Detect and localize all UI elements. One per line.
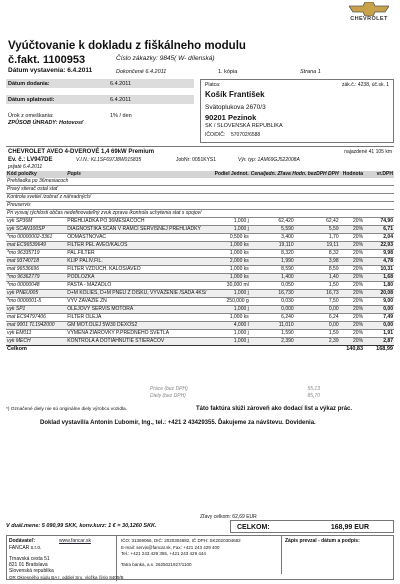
item-price: 1,990 <box>250 258 295 266</box>
invoice-number: č.fakt. 1100953 <box>8 54 86 66</box>
item-desc: DIAGNOSTIKA SCAN V RÁMCI SERVISNEJ PREHLIADKY <box>66 226 212 234</box>
item-code: *mo 00000002-3361 <box>6 234 66 242</box>
item-desc: FILTER PEL AVEO/KALOS <box>66 242 212 250</box>
item-net: 8,32 <box>295 250 340 258</box>
totals-net: 140,83 <box>295 346 364 354</box>
supplier-ids <box>119 536 279 574</box>
table-row <box>6 306 394 314</box>
item-desc: OLEJOVÝ SERVIS MOTORA <box>66 306 212 314</box>
item-code: *mo 00000048 <box>6 282 66 290</box>
table-row <box>6 242 394 250</box>
item-qty: 1,000 ks <box>213 250 250 258</box>
item-vat: 20% <box>340 282 364 290</box>
item-price: 1,590 <box>250 330 295 338</box>
customer-zak: zák.č.: 4238, úč.sk. 1 <box>342 82 389 88</box>
item-vat: 20% <box>340 330 364 338</box>
item-desc: VÝMENA ŽIAROVKY P.PREDNÉHO SVETLA <box>66 330 212 338</box>
labor-value: 55,13 <box>307 386 320 392</box>
item-price: 5,590 <box>250 226 295 234</box>
col-unit: Podiel Jednot. <box>214 171 249 178</box>
supplier-city: 821 01 Bratislava <box>9 562 48 568</box>
item-qty: 1,000 j <box>213 306 250 314</box>
table-row <box>6 322 394 330</box>
item-qty: 250,000 g <box>213 298 250 306</box>
item-desc: FILTER OLEJA <box>66 314 212 322</box>
customer-country: SK / SLOVENSKÁ REPUBLIKA <box>205 123 283 129</box>
item-price: 16,730 <box>250 290 295 298</box>
item-vat: 20% <box>340 298 364 306</box>
final-total-box <box>230 520 394 533</box>
table-row <box>6 298 394 306</box>
item-price: 19,110 <box>250 242 295 250</box>
item-desc: KONTROLA A DOTIAHNUTIE STIERAČOV <box>66 338 212 346</box>
final-total-label: CELKOM: <box>237 523 270 531</box>
item-total: 9,98 <box>364 250 394 258</box>
table-row <box>6 226 394 234</box>
customer-name: Košík František <box>205 90 265 99</box>
item-code: mat 9001 TL1942000 <box>6 322 66 330</box>
supplier-website-link[interactable]: www.fancar.sk <box>59 538 91 544</box>
item-total: 2,04 <box>364 234 394 242</box>
item-vat: 20% <box>340 266 364 274</box>
parts-label: Diely (bez DPH) <box>150 392 186 399</box>
item-price: 2,390 <box>250 338 295 346</box>
item-qty: 1,000 ks <box>213 274 250 282</box>
item-qty: 2,000 ks <box>213 258 250 266</box>
table-row <box>6 258 394 266</box>
item-total: 22,93 <box>364 242 394 250</box>
item-vat: 20% <box>340 314 364 322</box>
customer-ico-value: 570702/6588 <box>231 132 261 138</box>
supplier-ids-line: IČO: 31369066, DIČ: 2020304682, IČ DPH: SK2020304682 <box>121 538 241 543</box>
item-code: mat 93740718 <box>6 258 66 266</box>
item-vat: 20% <box>340 290 364 298</box>
item-price: 0,050 <box>250 282 295 290</box>
due-date-value: 6.4.2011 <box>110 96 132 103</box>
table-row <box>6 250 394 258</box>
item-net: 0,00 <box>295 306 340 314</box>
item-code: mat 96536696 <box>6 266 66 274</box>
item-net: 1,40 <box>295 274 340 282</box>
item-net: 8,59 <box>295 266 340 274</box>
item-qty: 1,000 j <box>213 218 250 226</box>
item-price: 0,030 <box>250 298 295 306</box>
item-qty: 1,000 ks <box>213 266 250 274</box>
item-net: 62,42 <box>295 218 340 226</box>
vehicle-job: JobNr: 0051KYS1 <box>176 157 217 163</box>
item-vat: 20% <box>340 338 364 346</box>
item-vat: 20% <box>340 322 364 330</box>
table-header <box>6 171 394 178</box>
item-code: vyk MECH <box>6 338 66 346</box>
item-total: 0,00 <box>364 306 394 314</box>
brand-name: CHEVROLET <box>350 16 388 22</box>
item-total: 0,00 <box>364 322 394 330</box>
totals-total: 168,99 <box>364 346 394 354</box>
col-withvat: vr.DPH <box>376 171 393 178</box>
item-net: 3,98 <box>295 258 340 266</box>
item-net: 2,39 <box>295 338 340 346</box>
vehicle-model: CHEVROLET AVEO 4-DVEROVÉ 1,4 69kW Premium <box>8 149 155 155</box>
vehicle-type: Výr. typ: 1AM69GJ522008A <box>238 157 300 163</box>
item-desc: KLIP PALIV.FIL. <box>66 258 212 266</box>
due-date-label: Dátum splatnosti: <box>8 96 55 103</box>
item-code: vyk SCAN100SP <box>6 226 66 234</box>
item-total: 6,71 <box>364 226 394 234</box>
item-qty: 30,000 ml <box>213 282 250 290</box>
supplier-street: Trnavská cesta 51 <box>9 556 50 562</box>
item-code: *mo 96362779 <box>6 274 66 282</box>
totals-row <box>6 346 394 354</box>
item-total: 4,78 <box>364 258 394 266</box>
vehicle-vin: V.I.N.: KL1SF697J8W015835 <box>76 157 142 163</box>
item-total: 10,31 <box>364 266 394 274</box>
table-row <box>6 218 394 226</box>
item-net: 7,50 <box>295 298 340 306</box>
supplier-company: FANCAR s.r.o. <box>9 544 42 551</box>
item-price: 62,420 <box>250 218 295 226</box>
due-date-row <box>6 95 194 104</box>
supplier-label: Dodávateľ: <box>9 538 36 544</box>
col-price: Cena/jedn. Zľava Hodn. bezDPH DPH <box>250 171 339 178</box>
thanks-line: Doklad vystavil/a Antonín Ľubomír, Ing., tel.: +421 2 43429355. Ďakujeme za návštevu. Dovidenia. <box>40 420 316 426</box>
interest-row <box>6 111 194 120</box>
item-net: 5,59 <box>295 226 340 234</box>
item-total: 1,80 <box>364 282 394 290</box>
chevrolet-bowtie-icon <box>349 2 389 16</box>
item-desc: PREHLIADKA PO 36MESIACOCH <box>66 218 212 226</box>
item-price: 0,000 <box>250 306 295 314</box>
note-row: Kontrola svetiel /zobrať z náhradných/ <box>6 194 394 202</box>
item-price: 11,010 <box>250 322 295 330</box>
delivery-date-label: Dátum dodania: <box>8 80 50 87</box>
supplier-bank: Tatra banka, a.s. 2625021927/1100 <box>121 562 192 567</box>
note-row: Pri vysvaj rýchlosti občas nedefinovateľný zvuk zprava /kontrola uchytenia stat s spojov/ <box>6 210 394 218</box>
payment-method: ZPŮSOB ÚHRADY: Hotovosť <box>8 120 84 126</box>
customer-street: Svätoplukova 2670/3 <box>205 104 266 111</box>
item-qty: 1,000 j <box>213 290 250 298</box>
final-total-value: 168,99 EUR <box>330 523 369 531</box>
delivery-date-value: 6.4.2011 <box>110 80 132 87</box>
parts-value: 85,70 <box>307 392 320 399</box>
item-code: mat EC94797406 <box>6 314 66 322</box>
supplier-register: OR Okresného súdu BA I, oddiel Sro, vložka číslo 8400/B <box>9 575 124 580</box>
brand-logo <box>340 2 398 28</box>
item-code: vyk SP1 <box>6 306 66 314</box>
issue-date: Dátum vystavenia: 6.4.2011 <box>8 67 93 74</box>
item-qty: 1,000 ks <box>213 242 250 250</box>
item-desc: PODLOZKA <box>66 274 212 282</box>
supplier-footer <box>6 535 394 580</box>
discount-total: Zľavy celkom: 62,69 EUR <box>200 514 257 520</box>
item-code: *mo 0000001-5 <box>6 298 66 306</box>
item-net: 1,70 <box>295 234 340 242</box>
table-row <box>6 274 394 282</box>
item-price: 8,320 <box>250 250 295 258</box>
order-number: Číslo zákazky: 9845( W- dílenská) <box>116 55 215 62</box>
items-table <box>6 171 394 353</box>
item-vat: 20% <box>340 258 364 266</box>
interest-value: 1% / den <box>110 112 132 119</box>
item-price: 3,400 <box>250 234 295 242</box>
table-row <box>6 330 394 338</box>
item-vat: 20% <box>340 274 364 282</box>
item-total: 2,87 <box>364 338 394 346</box>
vehicle-block <box>6 146 394 170</box>
item-vat: 20% <box>340 306 364 314</box>
item-desc: GM MOT.OLEJ 5W30 DEXOS2 <box>66 322 212 330</box>
item-net: 1,59 <box>295 330 340 338</box>
item-total: 74,90 <box>364 218 394 226</box>
item-desc: VYV ZAVAZIE ZN <box>66 298 212 306</box>
supplier-tel: Tel.: +421 243 429 355, +421 243 429 444 <box>121 551 206 556</box>
item-vat: 20% <box>340 226 364 234</box>
item-total: 7,49 <box>364 314 394 322</box>
item-desc: PAL.FILTER <box>66 250 212 258</box>
vehicle-km: najazdené 41 105 km <box>344 149 392 155</box>
item-qty: 0,500 ks <box>213 234 250 242</box>
item-desc: FILTER VZDUCH. KALOS/AVEO <box>66 266 212 274</box>
table-row <box>6 234 394 242</box>
item-code: mat EC96539649 <box>6 242 66 250</box>
item-qty: 1,000 j <box>213 226 250 234</box>
item-net: 0,00 <box>295 322 340 330</box>
totals-label: Celkom <box>6 346 295 354</box>
table-row <box>6 266 394 274</box>
footnote-right: Táto faktúra slúži zároveň ako dodací list a výkaz prác. <box>196 406 353 412</box>
vehicle-ev: Ev. č.: LV947DE <box>8 156 53 163</box>
page-label: Strana 1 <box>300 69 321 75</box>
item-qty: 4,000 l <box>213 322 250 330</box>
note-row: Preuservis <box>6 202 394 210</box>
item-net: 16,73 <box>295 290 340 298</box>
table-row <box>6 314 394 322</box>
table-row <box>6 338 394 346</box>
labor-label: Práce (bez DPH) <box>150 386 188 392</box>
delivery-date-row <box>6 79 194 88</box>
item-qty: 1,000 j <box>213 330 250 338</box>
item-vat: 20% <box>340 250 364 258</box>
customer-ico-label: IČO/DIČ: <box>205 132 226 138</box>
item-code: *mo 96335719 <box>6 250 66 258</box>
item-qty: 1,000 j <box>213 338 250 346</box>
completed-date: Dokončené 6.4.2011 <box>116 69 167 75</box>
interest-label: Úrok z omeškania: <box>8 112 54 119</box>
vehicle-accepted: prijaté 6.4.2011 <box>8 164 43 170</box>
item-net: 1,50 <box>295 282 340 290</box>
customer-label: Platca: <box>205 82 221 88</box>
col-code: Kód položky <box>7 171 37 178</box>
item-desc: D+M KOLIES, D+M PNEU Z DISKU, VYVÁŽENIE /SADA 4KS/ <box>66 290 212 298</box>
table-row <box>6 290 394 298</box>
item-vat: 20% <box>340 218 364 226</box>
item-total: 9,00 <box>364 298 394 306</box>
col-desc: Popis <box>67 171 81 178</box>
document-title: Vyúčtovanie k dokladu z fiškálneho modulu <box>8 40 246 52</box>
item-price: 1,400 <box>250 274 295 282</box>
item-code: vyk PNEU005 <box>6 290 66 298</box>
col-value: Hodnota <box>342 171 364 178</box>
item-total: 20,08 <box>364 290 394 298</box>
item-vat: 20% <box>340 234 364 242</box>
table-row <box>6 282 394 290</box>
supplier-country: Slovenská republika <box>9 568 54 574</box>
item-qty: 1,000 ks <box>213 314 250 322</box>
note-row: Pravý stierač ostal stať <box>6 186 394 194</box>
footnote-left: *) Označené diely nie sú originálne diely výrobcu vozidla. <box>6 407 128 412</box>
item-net: 19,11 <box>295 242 340 250</box>
receiver-box <box>281 536 395 574</box>
item-desc: ODMASTNOVAČ <box>66 234 212 242</box>
customer-city: 90201 Pezinok <box>205 113 257 122</box>
note-row: Prehliadka po 36mesiacoch <box>7 178 69 185</box>
item-net: 6,24 <box>295 314 340 322</box>
item-code: vyk SP36M <box>6 218 66 226</box>
supplier-email: E-mail: servis@fancar.sk, Fax: +421 243 429 400 <box>121 544 220 550</box>
item-vat: 20% <box>340 242 364 250</box>
item-total: 1,68 <box>364 274 394 282</box>
item-price: 6,240 <box>250 314 295 322</box>
vat-summary <box>150 386 320 399</box>
copy-label: 1. kópia <box>218 69 238 75</box>
item-total: 1,91 <box>364 330 394 338</box>
receiver-label: Zápis prevzal - dátum a podpis: <box>285 538 360 544</box>
item-price: 8,590 <box>250 266 295 274</box>
item-code: vyk EM011 <box>6 330 66 338</box>
customer-box <box>200 79 394 143</box>
exchange-rate: V duál.mene: 5 090,99 SKK, konv.kurz: 1 € = 30,1260 SKK. <box>6 523 157 529</box>
item-desc: PASTA - MAZADLO <box>66 282 212 290</box>
